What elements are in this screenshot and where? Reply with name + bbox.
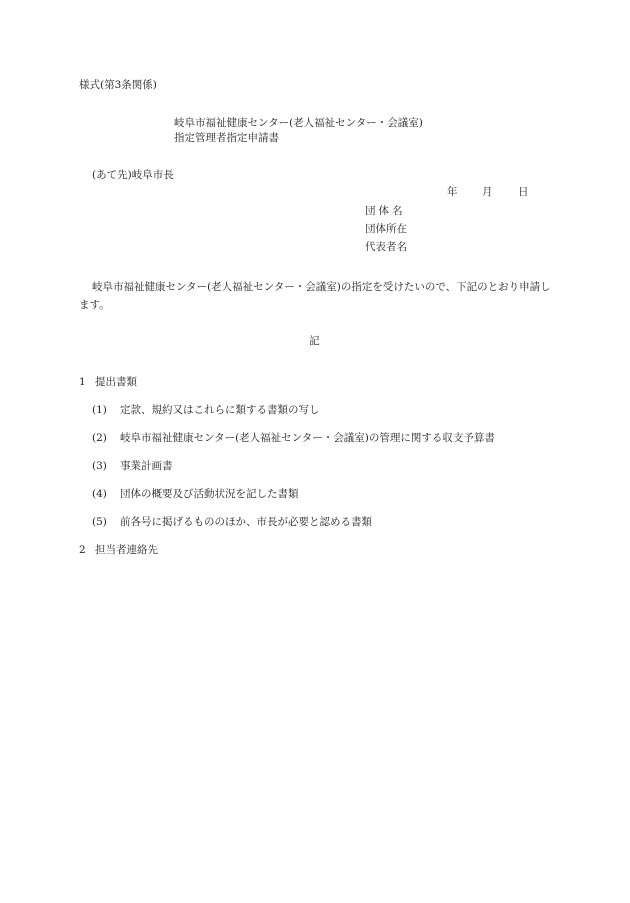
list-item-number: (4)	[92, 488, 107, 500]
list-item	[92, 489, 299, 500]
applicant-address-label: 団体所在	[365, 223, 407, 235]
section-2-number: 2	[79, 544, 86, 556]
section-2-title: 担当者連絡先	[95, 544, 158, 556]
ki-heading: 記	[309, 335, 320, 347]
document-title-line1: 岐阜市福祉健康センター(老人福祉センター・会議室)	[174, 117, 423, 129]
body-text: 岐阜市福祉健康センター(老人福祉センター・会議室)の指定を受けたいので、下記のとおり申請します。	[79, 281, 551, 311]
list-item-number: (3)	[92, 460, 107, 472]
list-item	[92, 461, 173, 472]
list-item-number: (1)	[92, 404, 107, 416]
section-1-title: 提出書類	[95, 376, 137, 388]
document-title-line2: 指定管理者指定申請書	[174, 132, 279, 144]
applicant-name-label: 団体名	[365, 205, 406, 217]
section-1-number: 1	[79, 376, 86, 388]
date-month-label: 月	[482, 186, 493, 198]
section-1-heading	[79, 377, 137, 388]
addressee: (あて先)岐阜市長	[92, 169, 174, 181]
list-item	[92, 433, 495, 444]
list-item-text: 岐阜市福祉健康センター(老人福祉センター・会議室)の管理に関する収支予算書	[120, 432, 495, 444]
list-item-text: 事業計画書	[120, 460, 173, 472]
list-item-number: (2)	[92, 432, 107, 444]
date-day-label: 日	[518, 186, 529, 198]
list-item-number: (5)	[92, 516, 107, 528]
list-item	[92, 517, 372, 528]
list-item-text: 団体の概要及び活動状況を記した書類	[120, 488, 299, 500]
form-label: 様式(第3条関係)	[79, 79, 157, 91]
list-item-text: 前各号に掲げるもののほか、市長が必要と認める書類	[120, 516, 372, 528]
applicant-representative-label: 代表者名	[365, 241, 407, 253]
section-2-heading	[79, 545, 158, 556]
date-year-label: 年	[447, 186, 458, 198]
list-item	[92, 405, 320, 416]
list-item-text: 定款、規約又はこれらに類する書類の写し	[120, 404, 320, 416]
